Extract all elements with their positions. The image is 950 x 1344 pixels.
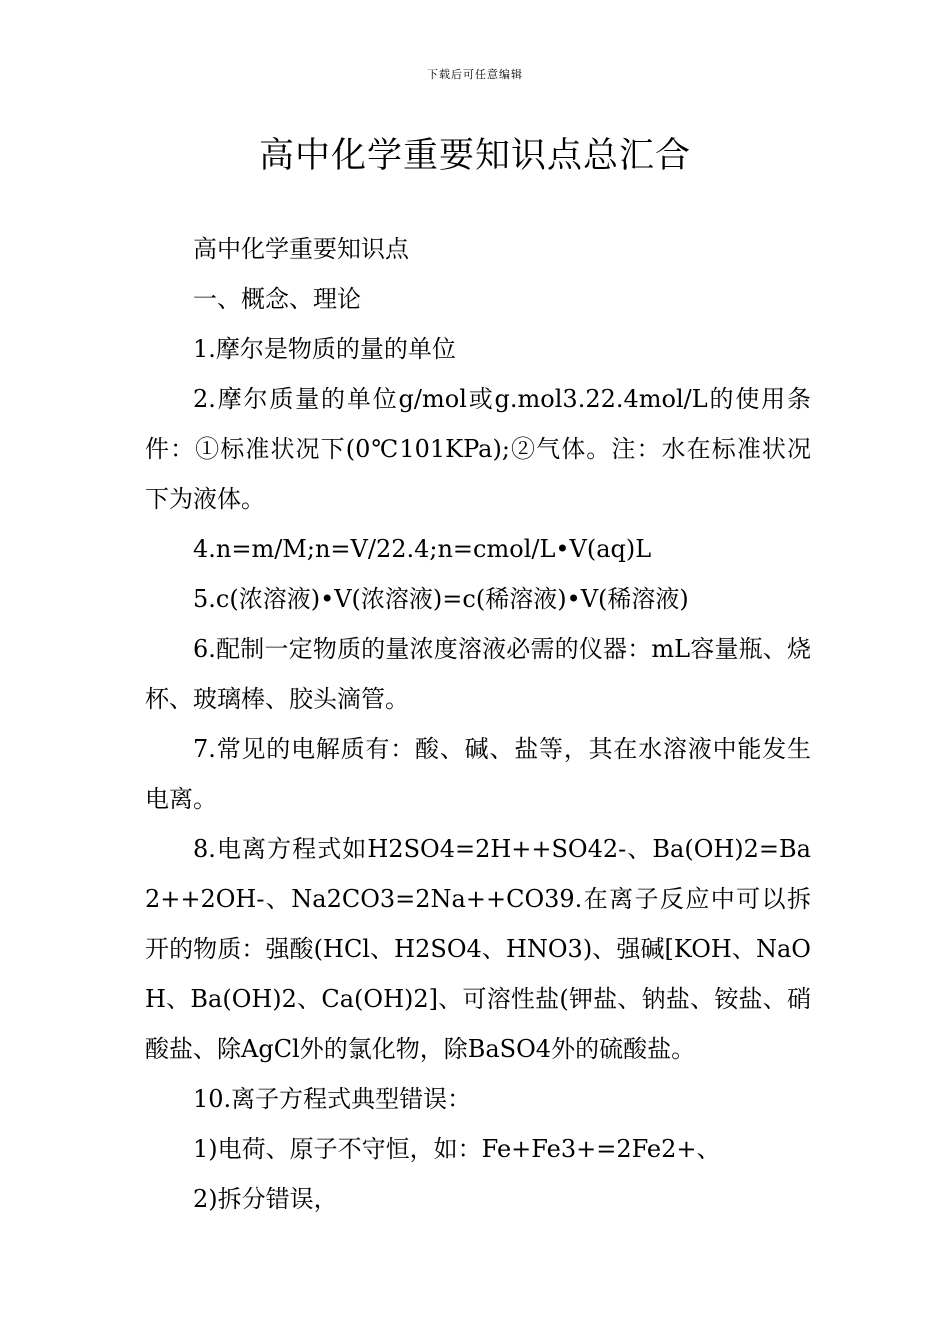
- paragraph: 2)拆分错误，: [193, 1185, 338, 1213]
- paragraph: 1.摩尔是物质的量的单位: [193, 335, 456, 363]
- paragraph: 8.电离方程式如H2SO4=2H++SO42-、Ba(OH)2=Ba2++2OH-、Na2CO3=2Na++CO39.在离子反应中可以拆开的物质：强酸(HCl、H2SO4、HNO3)、强碱[KOH、NaOH、Ba(OH)2、Ca(OH)2]、可溶性盐(钾盐、钠盐、铵盐、硝酸盐、除AgCl外的氯化物，除BaSO4外的硫酸盐。: [145, 835, 811, 1063]
- paragraph: 6.配制一定物质的量浓度溶液必需的仪器：mL容量瓶、烧杯、玻璃棒、胶头滴管。: [145, 635, 811, 713]
- paragraph: 7.常见的电解质有：酸、碱、盐等，其在水溶液中能发生电离。: [145, 735, 811, 813]
- paragraph: 5.c(浓溶液)•V(浓溶液)=c(稀溶液)•V(稀溶液): [193, 585, 689, 613]
- document-body: [145, 224, 811, 1224]
- paragraph: 2.摩尔质量的单位g/mol或g.mol3.22.4mol/L的使用条件：①标准状况下(0℃101KPa);②气体。注：水在标准状况下为液体。: [145, 385, 811, 513]
- paragraph: 一、概念、理论: [193, 285, 361, 313]
- paragraph: 高中化学重要知识点: [193, 235, 409, 263]
- document-title: 高中化学重要知识点总汇合: [258, 136, 691, 176]
- header-note: 下载后可任意编辑: [427, 68, 523, 81]
- paragraph: 1)电荷、原子不守恒，如：Fe+Fe3+=2Fe2+、: [193, 1135, 721, 1163]
- paragraph: 10.离子方程式典型错误：: [193, 1085, 472, 1113]
- paragraph: 4.n=m/M;n=V/22.4;n=cmol/L•V(aq)L: [193, 535, 652, 563]
